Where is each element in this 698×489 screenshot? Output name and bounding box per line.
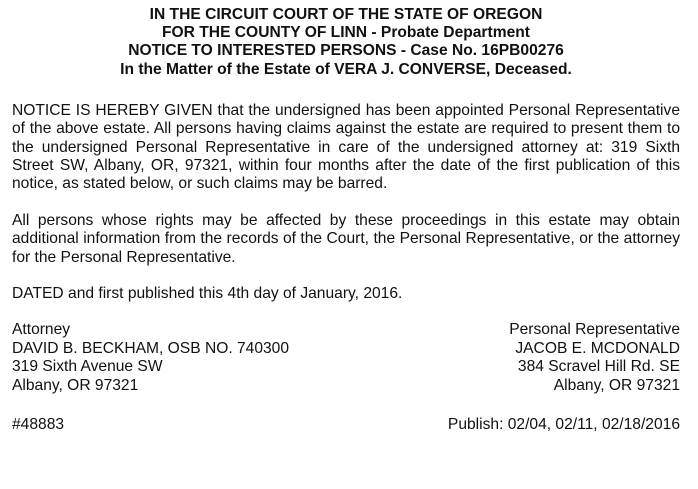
notice-title: NOTICE TO INTERESTED PERSONS - Case No. 16PB00276 bbox=[128, 42, 564, 60]
attorney-address-city: Albany, OR 97321 bbox=[12, 376, 139, 394]
county-department: FOR THE COUNTY OF LINN - Probate Department bbox=[162, 24, 530, 42]
attorney-address-street: 319 Sixth Avenue SW bbox=[12, 358, 163, 376]
notice-header bbox=[12, 6, 680, 79]
dated-line: DATED and first published this 4th day of January, 2016. bbox=[12, 285, 403, 303]
ad-number: #48883 bbox=[12, 416, 65, 434]
representative-name: JACOB E. MCDONALD bbox=[515, 339, 680, 357]
representative-address-street: 384 Scravel Hill Rd. SE bbox=[517, 358, 680, 376]
signature-block bbox=[12, 321, 680, 395]
notice-footer bbox=[12, 416, 680, 434]
estate-matter: In the Matter of the Estate of VERA J. CONVERSE, Deceased. bbox=[120, 60, 572, 78]
attorney-role: Attorney bbox=[12, 321, 71, 339]
representative-block bbox=[509, 321, 680, 395]
legal-notice bbox=[12, 6, 680, 435]
representative-role: Personal Representative bbox=[509, 321, 680, 339]
representative-address-city: Albany, OR 97321 bbox=[553, 376, 680, 394]
notice-paragraph-claims: NOTICE IS HEREBY GIVEN that the undersigned has been appointed Personal Representative of the above estate. All persons having claims against the estate are required to present them to the undersigned Personal Representative in care of the undersigned attorney at: 319 Sixth Street SW, Albany, OR, 97321, within four months after the date of the first publication of this notice, as stated below, or such claims may be barred. bbox=[12, 101, 680, 193]
attorney-block bbox=[12, 321, 289, 395]
court-title: IN THE CIRCUIT COURT OF THE STATE OF OREGON bbox=[149, 6, 543, 23]
publish-dates: Publish: 02/04, 02/11, 02/18/2016 bbox=[447, 416, 680, 434]
attorney-name: DAVID B. BECKHAM, OSB NO. 740300 bbox=[12, 339, 290, 357]
notice-paragraph-rights: All persons whose rights may be affected by these proceedings in this estate may obtain additional information from the records of the Court, the Personal Representative, or the attorney for the Personal Representative. bbox=[12, 211, 680, 266]
